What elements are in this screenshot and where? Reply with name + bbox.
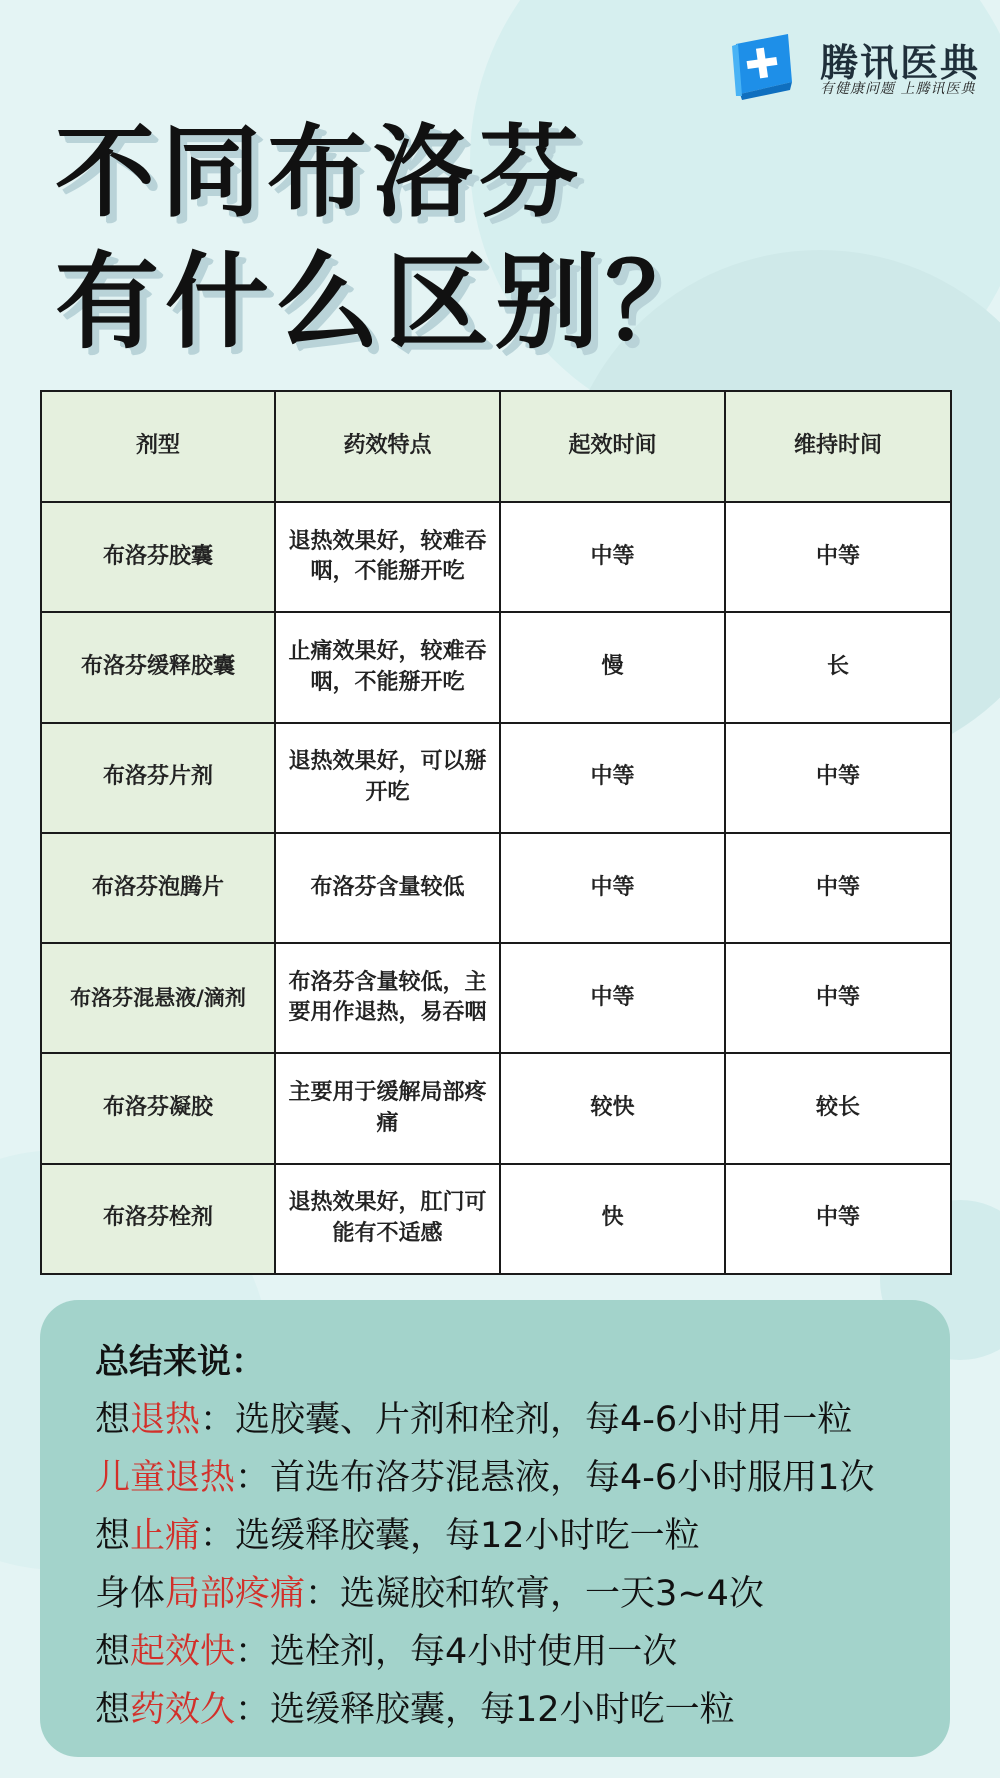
feature-cell: 退热效果好，肛门可能有不适感 (275, 1164, 500, 1274)
summary-line-text: ：选胶囊、片剂和栓剂，每4-6小时用一粒 (200, 1400, 853, 1440)
summary-line-highlight: 止痛 (130, 1516, 201, 1556)
onset-cell: 中等 (500, 502, 725, 612)
feature-cell: 退热效果好，可以掰开吃 (275, 723, 500, 833)
feature-cell: 退热效果好，较难吞咽，不能掰开吃 (275, 502, 500, 612)
onset-cell: 中等 (500, 723, 725, 833)
duration-cell: 中等 (725, 943, 951, 1053)
dosage-form-cell: 布洛芬栓剂 (41, 1164, 275, 1274)
summary-line-text: ：首选布洛芬混悬液，每4-6小时服用1次 (235, 1458, 875, 1498)
brand-logo (730, 30, 981, 100)
medical-book-icon (730, 30, 798, 100)
column-header: 维持时间 (725, 391, 951, 502)
feature-cell: 主要用于缓解局部疼痛 (275, 1053, 500, 1163)
dosage-form-cell: 布洛芬缓释胶囊 (41, 612, 275, 722)
table-row (41, 1164, 951, 1274)
summary-line-text: ：选缓释胶囊，每12小时吃一粒 (235, 1690, 735, 1730)
dosage-form-cell: 布洛芬混悬液/滴剂 (41, 943, 275, 1053)
summary-line-text: ：选凝胶和软膏，一天3~4次 (305, 1574, 764, 1614)
table-row (41, 502, 951, 612)
summary-line-highlight: 退热 (130, 1400, 201, 1440)
feature-cell: 布洛芬含量较低 (275, 833, 500, 943)
summary-line-highlight: 儿童退热 (95, 1458, 236, 1498)
summary-line (95, 1624, 677, 1674)
summary-line (95, 1682, 735, 1732)
dosage-form-cell: 布洛芬泡腾片 (41, 833, 275, 943)
column-header: 药效特点 (275, 391, 500, 502)
summary-line (95, 1450, 874, 1500)
page-title-line1: 不同布洛芬 (55, 114, 585, 231)
column-header: 剂型 (41, 391, 275, 502)
comparison-table (40, 390, 952, 1275)
table-row (41, 943, 951, 1053)
onset-cell: 快 (500, 1164, 725, 1274)
duration-cell: 中等 (725, 1164, 951, 1274)
feature-cell: 布洛芬含量较低，主要用作退热，易吞咽 (275, 943, 500, 1053)
summary-line-highlight: 局部疼痛 (165, 1574, 306, 1614)
table-header-row (41, 391, 951, 502)
summary-line-prefix: 想 (95, 1400, 131, 1440)
duration-cell: 较长 (725, 1053, 951, 1163)
summary-line (95, 1566, 764, 1616)
summary-line (95, 1392, 852, 1442)
onset-cell: 较快 (500, 1053, 725, 1163)
summary-line-highlight: 起效快 (130, 1632, 236, 1672)
dosage-form-cell: 布洛芬片剂 (41, 723, 275, 833)
summary-line (95, 1508, 700, 1558)
feature-cell: 止痛效果好，较难吞咽，不能掰开吃 (275, 612, 500, 722)
summary-panel (40, 1300, 950, 1757)
table-row (41, 612, 951, 722)
onset-cell: 中等 (500, 833, 725, 943)
summary-line-text: ：选缓释胶囊，每12小时吃一粒 (200, 1516, 700, 1556)
table-row (41, 833, 951, 943)
duration-cell: 中等 (725, 502, 951, 612)
summary-line-prefix: 想 (95, 1632, 131, 1672)
duration-cell: 中等 (725, 723, 951, 833)
duration-cell: 中等 (725, 833, 951, 943)
onset-cell: 中等 (500, 943, 725, 1053)
summary-line-highlight: 药效久 (130, 1690, 236, 1730)
brand-name: 腾讯医典 (820, 41, 981, 85)
table-row (41, 723, 951, 833)
dosage-form-cell: 布洛芬凝胶 (41, 1053, 275, 1163)
summary-line-prefix: 身体 (95, 1574, 166, 1614)
page-title-line2: 有什么区别？ (55, 241, 716, 363)
summary-title: 总结来说： (95, 1342, 265, 1382)
duration-cell: 长 (725, 612, 951, 722)
summary-line-text: ：选栓剂，每4小时使用一次 (235, 1632, 678, 1672)
summary-line-prefix: 想 (95, 1516, 131, 1556)
dosage-form-cell: 布洛芬胶囊 (41, 502, 275, 612)
summary-line-prefix: 想 (95, 1690, 131, 1730)
table-row (41, 1053, 951, 1163)
brand-slogan: 有健康问题 上腾讯医典 (820, 81, 976, 97)
onset-cell: 慢 (500, 612, 725, 722)
column-header: 起效时间 (500, 391, 725, 502)
